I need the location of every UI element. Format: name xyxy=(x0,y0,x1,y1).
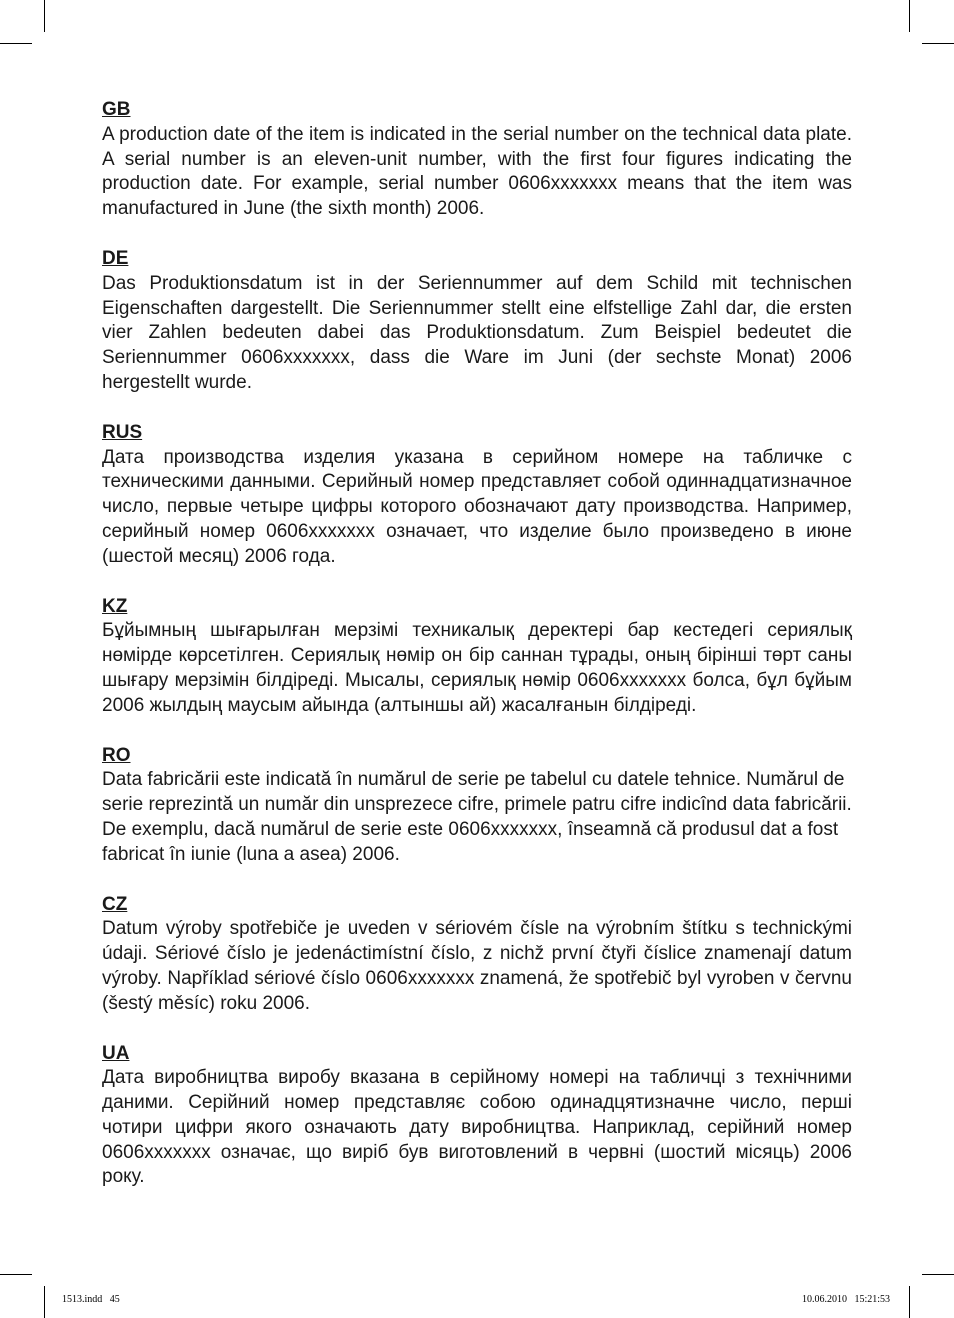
crop-mark-bottom-right-horizontal xyxy=(922,1274,954,1275)
crop-mark-bottom-left-horizontal xyxy=(0,1274,32,1275)
crop-mark-top-left-horizontal xyxy=(0,43,32,44)
crop-mark-top-right-horizontal xyxy=(922,43,954,44)
language-code: DE xyxy=(102,247,129,269)
language-code: UA xyxy=(102,1042,130,1064)
language-code: KZ xyxy=(102,595,128,617)
crop-mark-top-right-vertical xyxy=(909,0,910,32)
section-kz xyxy=(102,595,852,719)
crop-mark-top-left-vertical xyxy=(44,0,45,32)
document-body xyxy=(102,98,852,1215)
section-ua xyxy=(102,1042,852,1191)
language-code: RUS xyxy=(102,421,143,443)
section-text: Data fabricării este indicată în numărul de serie pe tabelul cu datele tehnice. Numărul de serie reprezintă un număr din unsprezece cifre, primele patru cifre indicînd data fabricării. De exemplu, dacă numărul de serie este 0606xxxxxxx, înseamnă că produsul dat a fost fabricat în iunie (luna a asea) 2006. xyxy=(102,769,852,865)
crop-mark-bottom-left-vertical xyxy=(44,1286,45,1318)
section-ro xyxy=(102,744,852,868)
crop-mark-bottom-right-vertical xyxy=(909,1286,910,1318)
language-code: CZ xyxy=(102,893,128,915)
section-rus xyxy=(102,421,852,570)
section-cz xyxy=(102,893,852,1017)
footer-file-name: 1513.indd 45 xyxy=(62,1294,120,1305)
language-code: GB xyxy=(102,99,131,120)
footer-timestamp: 10.06.2010 15:21:53 xyxy=(801,1294,890,1305)
section-gb xyxy=(102,98,852,222)
section-de xyxy=(102,247,852,396)
section-text: A production date of the item is indicated in the serial number on the technical data plate. A serial number is an eleven-unit number, with the first four figures indicating the production date. For example, serial number 0606xxxxxxx means that the item was manufactured in June (the sixth month) 2006. xyxy=(102,123,852,220)
section-text: Das Produktionsdatum ist in der Seriennummer auf dem Schild mit technischen Eigenschaften dargestellt. Die Seriennummer stellt eine elfstellige Zahl dar, die ersten vier Zahlen bedeuten dabei das Produktionsdatum. Zum Beispiel bedeutet die Seriennummer 0606xxxxxxx, dass die Ware im Juni (der sechste Monat) 2006 hergestellt wurde. xyxy=(102,272,852,393)
section-text: Бұйымның шығарылған мерзімі техникалық деректері бар кестедегі сериялық нөмірде көрсетілген. Сериялық нөмір он бір саннан тұрады, оның бірінші төрт саны шығару мерзімін білдіреді. Мысалы, сериялық нөмір 0606xxxxxxx болса, бұл бұйым 2006 жылдың маусым айында (алтыншы ай) жасалғанын білдіреді. xyxy=(102,620,852,716)
section-text: Дата производства изделия указана в серийном номере на табличке с техническими данными. Серийный номер представляет собой одиннадцатизначное число, первые четыре цифры которого обозначают дату производства. Например, серийный номер 0606xxxxxxx означает, что изделие было произведено в июне (шестой месяц) 2006 года. xyxy=(102,446,852,567)
language-code: RO xyxy=(102,744,131,766)
section-text: Datum výroby spotřebiče je uveden v sériovém čísle na výrobním štítku s technickými údaji. Sériové číslo je jedenáctimístní číslo, z nichž první čtyři číslice znamenají datum výroby. Například sériové číslo 0606xxxxxxx znamená, že spotřebič byl vyroben v červnu (šestý měsíc) roku 2006. xyxy=(102,918,852,1014)
section-text: Дата виробництва виробу вказана в серійному номері на табличці з технічними даними. Серійний номер представляє собою одинадцятизначне число, перші чотири цифри якого означають дату виробництва. Наприклад, серійний номер 0606xxxxxxx означає, що виріб був виготовлений в червні (шостий місяць) 2006 року. xyxy=(102,1067,852,1188)
